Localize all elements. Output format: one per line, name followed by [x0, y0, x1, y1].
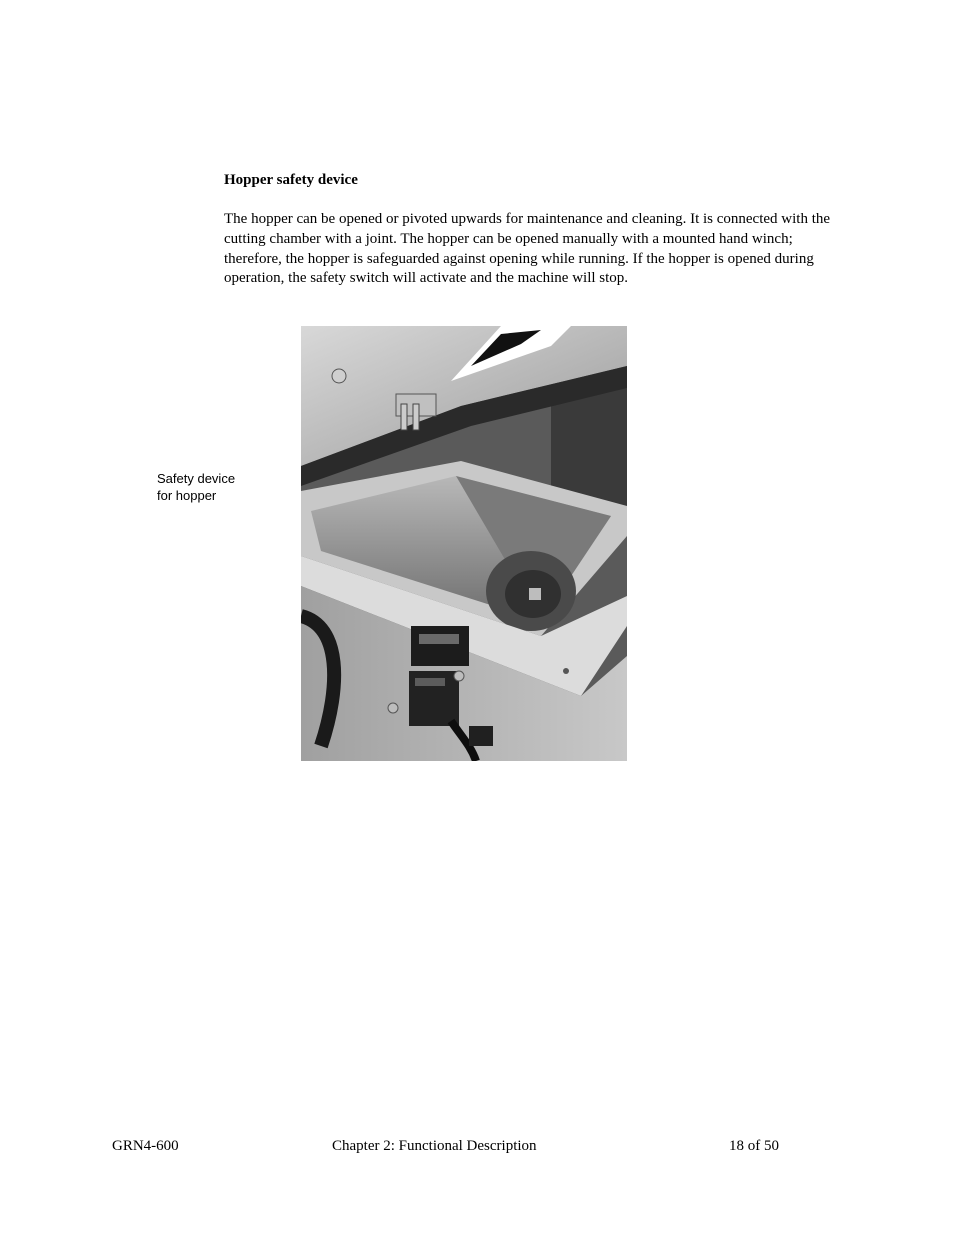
footer-chapter: Chapter 2: Functional Description	[332, 1138, 537, 1154]
section-paragraph: The hopper can be opened or pivoted upwards for maintenance and cleaning. It is connected with the cutting chamber with a joint. The hopper can be opened manually with a mounted hand winch; therefore, the hopper is safeguarded against opening while running. If the hopper is opened during operation, the safety switch will activate and the machine will stop.	[224, 211, 831, 287]
hopper-photo-illustration	[301, 326, 627, 761]
hopper-photo	[301, 326, 627, 761]
caption-line-1: Safety device	[157, 471, 236, 486]
caption-line-2: for hopper	[157, 488, 217, 503]
figure-caption	[157, 470, 277, 504]
section-heading: Hopper safety device	[224, 172, 358, 188]
footer-doc-id: GRN4-600	[112, 1138, 179, 1154]
footer-page-number: 18 of 50	[729, 1138, 779, 1154]
